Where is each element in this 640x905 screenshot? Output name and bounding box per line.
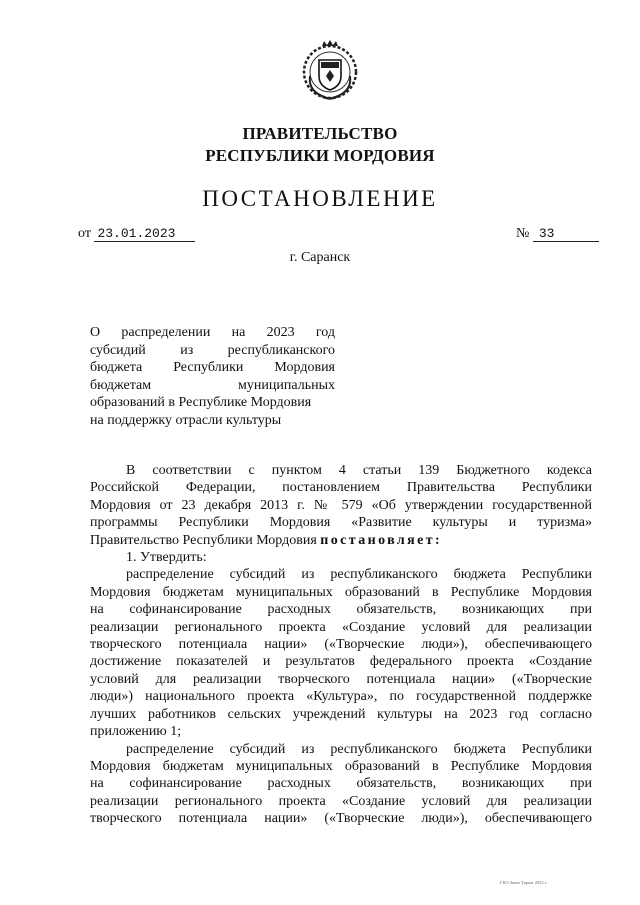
paragraph-2-line: Мордовия бюджетам муниципальных образований в Республике Мордовия [90,758,592,774]
date-prefix: от [78,226,91,241]
paragraph-1-line: достижение показателей и результатов федерального проекта «Создание [90,654,592,670]
document-body [90,462,592,828]
issue-city: г. Саранск [289,250,351,265]
preamble-line: Правительство Республики Мордовия [90,532,317,548]
paragraph-2-line: реализации регионального проекта «Создание условий для реализации [90,793,592,809]
paragraph-1-line: лучших работников сельских учреждений культуры на 2023 год согласно [90,706,592,722]
paragraph-2-line: распределение субсидий из республиканского бюджета Республики [126,741,592,757]
document-number-line [516,226,599,242]
subject-line: на поддержку отрасли культуры [90,412,282,428]
document-number: 33 [533,226,599,242]
number-prefix: № [516,226,530,241]
preamble-line: В соответствии с пунктом 4 статьи 139 Бюджетного кодекса [126,463,592,478]
paragraph-1-line: приложению 1; [90,724,182,740]
document-type-title: ПОСТАНОВЛЕНИЕ [202,186,438,211]
paragraph-1-line: люди») национального проекта «Культура», по государственной поддержке [90,689,592,705]
coat-of-arms-emblem [300,38,360,106]
preamble-line: Мордовия от 23 декабря 2013 г. № 579 «Об утверждении государственной [90,497,592,513]
subject-line: бюджетам муниципальных [90,377,335,393]
org-name-line2: РЕСПУБЛИКИ МОРДОВИЯ [205,146,435,165]
coat-of-arms-mordovia-icon [300,38,360,106]
paragraph-1-line: реализации регионального проекта «Создание условий для реализации [90,619,592,635]
document-date-line [78,226,195,242]
print-order-code: ГКО Заказ Тираж 2023 г. [500,880,548,885]
paragraph-1-line: Мордовия бюджетам муниципальных образований в Республике Мордовия [90,584,592,600]
decree-word: постановляет: [320,532,443,548]
subject-line: субсидий из республиканского [90,342,335,358]
subject-line: образований в Республике Мордовия [90,395,312,411]
preamble-line: программы Республики Мордовия «Развитие культуры и туризма» [90,515,592,531]
document-subject [90,324,335,430]
subject-line: бюджета Республики Мордовия [90,360,335,376]
paragraph-2-line: на софинансирование расходных обязательств, возникающих при [90,776,592,792]
paragraph-1-line: условий для реализации творческого потенциала нации» («Творческие [90,671,592,687]
item-1-heading: 1. Утвердить: [126,550,207,566]
paragraph-1-line: распределение субсидий из республиканского бюджета Республики [126,567,592,583]
preamble-line: Российской Федерации, постановлением Правительства Республики [90,480,592,496]
subject-line: О распределении на 2023 год [90,325,335,340]
preamble-final-line [90,532,592,549]
org-name-line1: ПРАВИТЕЛЬСТВО [242,124,398,143]
paragraph-1-line: творческого потенциала нации» («Творческие люди»), обеспечивающего [90,637,592,653]
paragraph-2-line: творческого потенциала нации» («Творческие люди»), обеспечивающего [90,811,592,827]
paragraph-1-line: на софинансирование расходных обязательств, возникающих при [90,602,592,618]
document-date: 23.01.2023 [94,226,195,242]
